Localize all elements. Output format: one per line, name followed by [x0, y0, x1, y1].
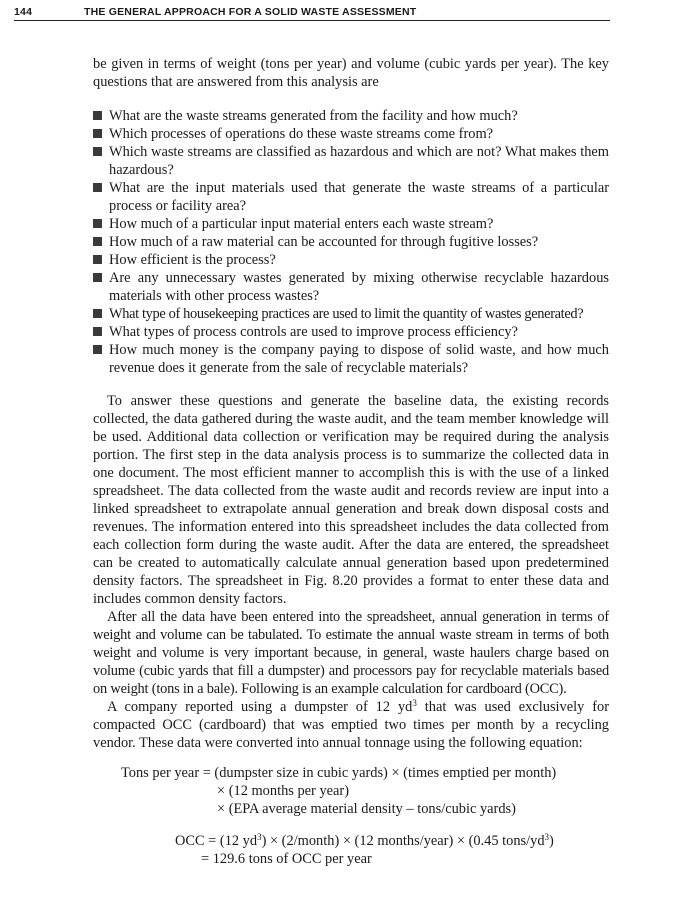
equation-line: × (12 months per year) [217, 783, 349, 799]
paragraph-text: A company reported using a dumpster of 12 yd [107, 699, 413, 715]
square-bullet-icon [93, 237, 102, 246]
question-text: What are the waste streams generated from the facility and how much? [109, 108, 518, 124]
equation-block [93, 764, 609, 868]
square-bullet-icon [93, 111, 102, 120]
list-item [93, 215, 609, 233]
square-bullet-icon [93, 273, 102, 282]
running-title: THE GENERAL APPROACH FOR A SOLID WASTE ASSESSMENT [84, 6, 417, 18]
list-item [93, 107, 609, 125]
list-item [93, 269, 609, 305]
question-text: Which processes of operations do these waste streams come from? [109, 126, 494, 142]
square-bullet-icon [93, 219, 102, 228]
list-item [93, 323, 609, 341]
question-text: How much of a particular input material enters each waste stream? [109, 216, 494, 232]
equation-line: × (EPA average material density – tons/cubic yards) [217, 801, 516, 817]
superscript: 3 [257, 832, 262, 842]
running-header [14, 6, 610, 21]
question-text: What types of process controls are used to improve process efficiency? [109, 324, 518, 340]
equation-text: ) × (2/month) × (12 months/year) × (0.45 tons/yd [261, 833, 545, 849]
list-item [93, 305, 609, 323]
square-bullet-icon [93, 183, 102, 192]
square-bullet-icon [93, 129, 102, 138]
question-text: Which waste streams are classified as hazardous and which are not? What makes them hazardous? [109, 144, 609, 178]
page-number: 144 [14, 6, 33, 18]
equation-line: Tons per year = (dumpster size in cubic yards) × (times emptied per month) [121, 765, 557, 781]
square-bullet-icon [93, 327, 102, 336]
list-item [93, 125, 609, 143]
square-bullet-icon [93, 147, 102, 156]
square-bullet-icon [93, 255, 102, 264]
superscript: 3 [544, 832, 550, 842]
question-text: How much of a raw material can be accounted for through fugitive losses? [109, 234, 539, 250]
square-bullet-icon [93, 309, 102, 318]
equation-line [93, 832, 609, 850]
list-item [93, 251, 609, 269]
equation-text: OCC = (12 yd [175, 833, 258, 849]
list-item [93, 233, 609, 251]
paragraph-text: that was used exclusively for compacted OCC (cardboard) that was emptied two times per month by a recycling vendor. These data were converted into annual tonnage using the following equation: [93, 699, 609, 751]
question-text: Are any unnecessary wastes generated by mixing otherwise recyclable hazardous materials with other process wastes? [109, 270, 609, 304]
list-item [93, 341, 609, 377]
question-text: What are the input materials used that generate the waste streams of a particular process or facility area? [109, 180, 609, 214]
square-bullet-icon [93, 345, 102, 354]
question-text: What type of housekeeping practices are used to limit the quantity of wastes generated? [109, 306, 584, 322]
list-item [93, 143, 609, 179]
superscript: 3 [412, 698, 417, 708]
equation-text: ) [549, 833, 554, 849]
equation-result: = 129.6 tons of OCC per year [201, 851, 372, 867]
intro-paragraph: be given in terms of weight (tons per year) and volume (cubic yards per year). The key questions that are answered from this analysis are [93, 56, 609, 90]
question-text: How efficient is the process? [109, 252, 276, 268]
body-paragraph: To answer these questions and generate the baseline data, the existing records collected, the data gathered during the waste audit, and the team member knowledge will be used. Additional data collection or verification may be required during the analysis portion. The first step in the data analysis process is to summarize the collected data in one document. The most efficient manner to accomplish this is with the use of a linked spreadsheet. The data collected from the waste audit and records review are input into a linked spreadsheet to extrapolate annual generation and break down disposal costs and revenues. The information entered into this spreadsheet includes the data collected from each collection form during the waste audit. After the data are entered, the spreadsheet can be created to automatically calculate annual generation based upon predetermined density factors. The spreadsheet in Fig. 8.20 provides a format to enter these data and includes common density factors. [93, 393, 609, 607]
question-list [93, 107, 609, 377]
page-body [93, 55, 609, 868]
question-text: How much money is the company paying to dispose of solid waste, and how much revenue does it generate from the sale of recyclable materials? [109, 342, 609, 376]
body-paragraph [93, 698, 609, 752]
body-paragraph: After all the data have been entered into the spreadsheet, annual generation in terms of weight and volume can be tabulated. To estimate the annual waste stream in terms of both weight and volume is very important because, in general, waste haulers charge based on volume (cubic yards that fill a dumpster) and processors pay for recyclable materials based on weight (tons in a bale). Following is an example calculation for cardboard (OCC). [93, 609, 609, 697]
list-item [93, 179, 609, 215]
